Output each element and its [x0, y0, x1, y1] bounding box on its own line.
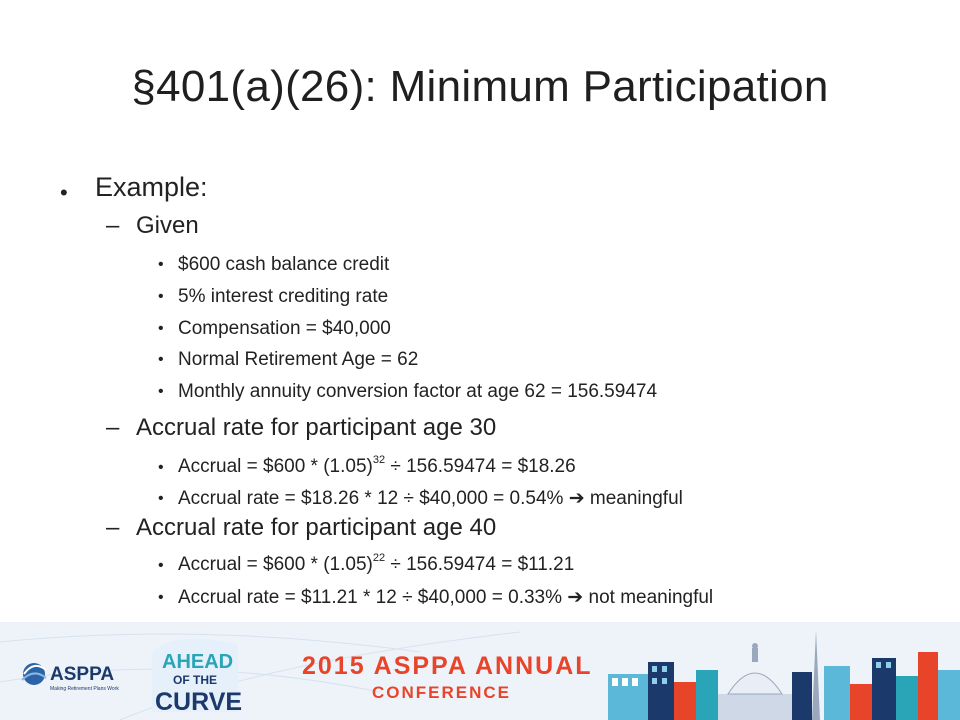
- arrow-right-icon: ➔: [567, 587, 584, 608]
- age40-rate: Accrual rate = $11.21 * 12 ÷ $40,000 = 0.33% ➔ not meaningful: [178, 587, 714, 608]
- given-item: Normal Retirement Age = 62: [178, 349, 419, 370]
- dash-marker: –: [106, 514, 120, 541]
- age30-heading: Accrual rate for participant age 30: [136, 414, 497, 441]
- bullet-dot: •: [158, 459, 164, 476]
- dash-marker: –: [106, 414, 120, 441]
- of-the-text: OF THE: [173, 673, 217, 687]
- asppa-tagline: Making Retirement Plans Work: [50, 686, 119, 692]
- bullet-dot: •: [60, 180, 68, 205]
- ahead-text: AHEAD: [162, 651, 234, 673]
- bullet-dot: •: [158, 557, 164, 574]
- conference-line1: 2015 ASPPA ANNUAL: [302, 652, 593, 680]
- bullet-dot: •: [158, 288, 164, 305]
- age40-heading: Accrual rate for participant age 40: [136, 514, 497, 541]
- given-item: 5% interest crediting rate: [178, 286, 389, 307]
- given-item: Compensation = $40,000: [178, 318, 391, 339]
- curve-text: CURVE: [155, 688, 243, 716]
- city-skyline-illustration: [608, 630, 960, 720]
- ahead-of-the-curve-logo: [152, 639, 242, 716]
- bullet-dot: •: [158, 256, 164, 273]
- asppa-logo-text: ASPPA: [50, 664, 115, 685]
- exponent: 32: [372, 454, 386, 466]
- bullet-dot: •: [158, 383, 164, 400]
- exponent: 22: [372, 552, 386, 564]
- arrow-right-icon: ➔: [568, 488, 585, 509]
- conference-banner: [0, 622, 960, 720]
- bullet-dot: •: [158, 351, 164, 368]
- asppa-logo: [22, 663, 119, 692]
- given-label: Given: [136, 212, 199, 239]
- conference-title: [302, 652, 593, 702]
- example-label: Example:: [95, 172, 208, 202]
- bullet-dot: •: [158, 320, 164, 337]
- conference-line2: CONFERENCE: [372, 683, 512, 702]
- slide-title: §401(a)(26): Minimum Participation: [131, 62, 829, 111]
- age30-accrual: Accrual = $600 * $(1.05)^{32} \div 156.59474$ = $18.26: [178, 454, 576, 477]
- bullet-dot: •: [158, 490, 164, 507]
- banner-artwork: [0, 622, 960, 720]
- bullet-dot: •: [158, 589, 164, 606]
- given-item: $600 cash balance credit: [178, 254, 390, 275]
- given-item: Monthly annuity conversion factor at age 62 = 156.59474: [178, 381, 658, 402]
- age30-rate: Accrual rate = $18.26 * 12 ÷ $40,000 = 0.54% ➔ meaningful: [178, 488, 683, 509]
- dash-marker: –: [106, 212, 120, 239]
- age40-accrual: Accrual = $600 * $(1.05)^{22} \div 156.59474$ = $11.21: [178, 552, 575, 575]
